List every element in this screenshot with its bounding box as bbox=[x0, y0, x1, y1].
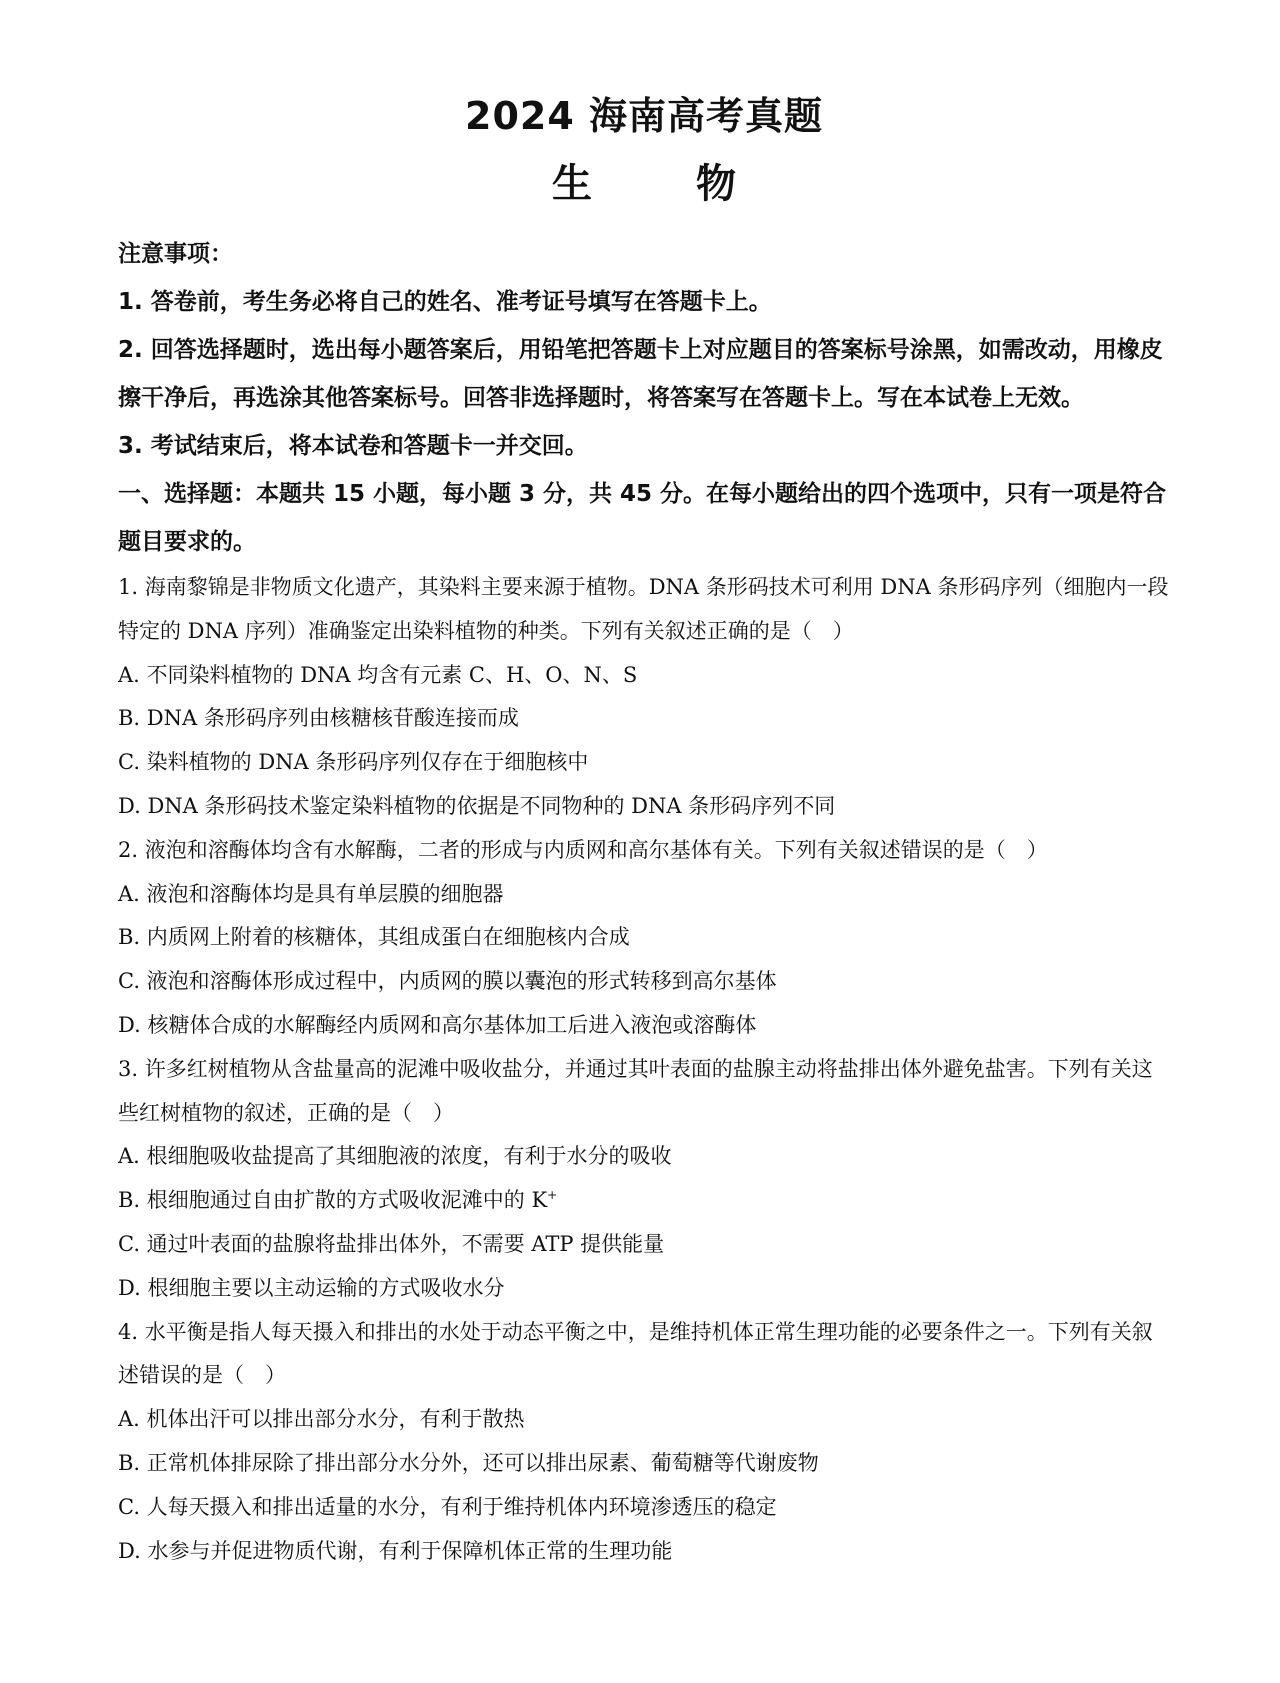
option-b: B. 正常机体排尿除了排出部分水分外，还可以排出尿素、葡萄糖等代谢废物 bbox=[118, 1450, 819, 1475]
notice-item: 3. 考试结束后，将本试卷和答题卡一并交回。 bbox=[118, 433, 588, 459]
question-1 bbox=[118, 566, 1170, 829]
option-c: C. 通过叶表面的盐腺将盐排出体外，不需要 ATP 提供能量 bbox=[118, 1231, 665, 1256]
section-heading: 一、选择题：本题共 15 小题，每小题 3 分，共 45 分。在每小题给出的四个选项中，只有一项是符合题目要求的。 bbox=[118, 481, 1167, 555]
option-c: C. 液泡和溶酶体形成过程中，内质网的膜以囊泡的形式转移到高尔基体 bbox=[118, 969, 777, 994]
option-c: C. 染料植物的 DNA 条形码序列仅存在于细胞核中 bbox=[118, 750, 589, 775]
question-3 bbox=[118, 1048, 1170, 1311]
option-a: A. 根细胞吸收盐提高了其细胞液的浓度，有利于水分的吸收 bbox=[118, 1144, 672, 1169]
option-d: D. 核糖体合成的水解酶经内质网和高尔基体加工后进入液泡或溶酶体 bbox=[118, 1012, 757, 1037]
subject-title: 生 物 bbox=[552, 161, 736, 207]
option-a: A. 不同染料植物的 DNA 均含有元素 C、H、O、N、S bbox=[118, 662, 638, 687]
option-b: B. 内质网上附着的核糖体，其组成蛋白在细胞核内合成 bbox=[118, 925, 630, 950]
option-c: C. 人每天摄入和排出适量的水分，有利于维持机体内环境渗透压的稳定 bbox=[118, 1494, 777, 1519]
exam-title: 2024 海南高考真题 bbox=[465, 94, 823, 138]
question-2 bbox=[118, 829, 1170, 1048]
question-stem: 3. 许多红树植物从含盐量高的泥滩中吸收盐分，并通过其叶表面的盐腺主动将盐排出体外避免盐害。下列有关这些红树植物的叙述，正确的是（ ） bbox=[118, 1056, 1153, 1125]
notice-item: 2. 回答选择题时，选出每小题答案后，用铅笔把答题卡上对应题目的答案标号涂黑，如需改动，用橡皮擦干净后，再选涂其他答案标号。回答非选择题时，将答案写在答题卡上。写在本试卷上无效。 bbox=[118, 337, 1163, 411]
question-stem: 1. 海南黎锦是非物质文化遗产，其染料主要来源于植物。DNA 条形码技术可利用 DNA 条形码序列（细胞内一段特定的 DNA 序列）准确鉴定出染料植物的种类。下列有关叙述正确的是（ ） bbox=[118, 575, 1169, 643]
notice-section bbox=[118, 230, 1170, 470]
option-b: B. DNA 条形码序列由核糖核苷酸连接而成 bbox=[118, 706, 519, 731]
option-b bbox=[118, 1179, 1170, 1223]
option-d: D. DNA 条形码技术鉴定染料植物的依据是不同物种的 DNA 条形码序列不同 bbox=[118, 793, 836, 818]
question-4 bbox=[118, 1311, 1170, 1574]
option-d: D. 水参与并促进物质代谢，有利于保障机体正常的生理功能 bbox=[118, 1538, 673, 1563]
option-b-text: B. 根细胞通过自由扩散的方式吸收泥滩中的 K bbox=[118, 1188, 548, 1213]
option-d: D. 根细胞主要以主动运输的方式吸收水分 bbox=[118, 1275, 505, 1300]
notice-heading: 注意事项： bbox=[118, 241, 233, 267]
notice-item: 1. 答卷前，考生务必将自己的姓名、准考证号填写在答题卡上。 bbox=[118, 289, 772, 315]
ion-charge-superscript: + bbox=[547, 1188, 558, 1203]
question-stem: 4. 水平衡是指人每天摄入和排出的水处于动态平衡之中，是维持机体正常生理功能的必要条件之一。下列有关叙述错误的是（ ） bbox=[118, 1319, 1153, 1388]
option-a: A. 液泡和溶酶体均是具有单层膜的细胞器 bbox=[118, 881, 504, 906]
question-stem: 2. 液泡和溶酶体均含有水解酶，二者的形成与内质网和高尔基体有关。下列有关叙述错误的是（ ） bbox=[118, 837, 1048, 862]
option-a: A. 机体出汗可以排出部分水分，有利于散热 bbox=[118, 1407, 525, 1432]
